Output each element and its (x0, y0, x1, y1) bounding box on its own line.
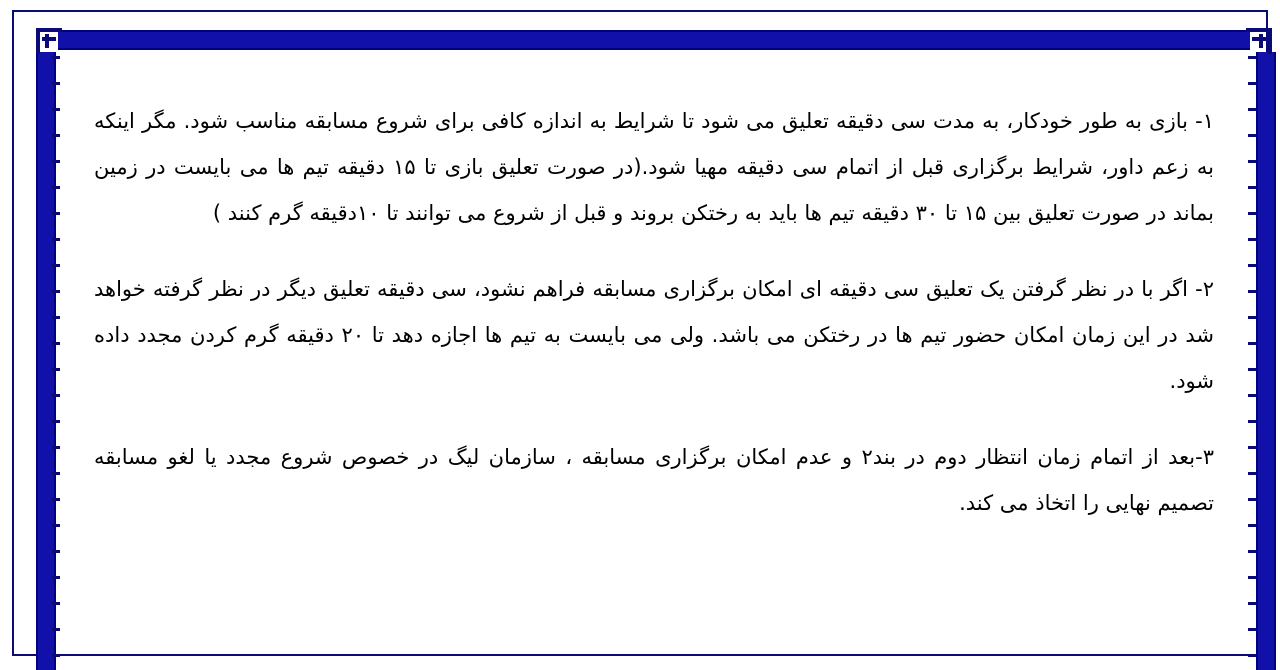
decorative-right-ticks (1248, 52, 1256, 670)
paragraph-clause-1: ۱- بازی به طور خودکار، به مدت سی دقیقه تعلیق می شود تا شرایط به اندازه کافی برای شروع مسابقه مناسب شود. مگر اینکه به زعم داور، شرایط برگزاری قبل از اتمام سی دقیقه مهیا شود.(در صورت تعلیق بازی تا ۱۵ دقیقه تیم ها می بایست در زمین بماند در صورت تعلیق بین ۱۵ تا ۳۰ دقیقه تیم ها باید به رختکن بروند و قبل از شروع می توانند تا ۱۰دقیقه گرم کنند ) (94, 109, 1214, 225)
corner-bracket-top-left-icon (36, 28, 62, 54)
paragraph-clause-2: ۲- اگر با در نظر گرفتن یک تعلیق سی دقیقه ای امکان برگزاری مسابقه فراهم نشود، سی دقیقه تعلیق دیگر در نظر گرفته خواهد شد در این زمان امکان حضور تیم ها در رختکن می باشد. ولی می بایست به تیم ها اجازه دهد تا ۲۰ دقیقه گرم کردن مجدد داده شود. (94, 277, 1214, 393)
paragraph-clause-3: ۳-بعد از اتمام زمان انتظار دوم در بند۲ و عدم امکان برگزاری مسابقه ، سازمان لیگ در خصوص شروع مجدد یا لغو مسابقه تصمیم نهایی را اتخاذ می کند. (94, 445, 1214, 515)
corner-bracket-top-right-icon (1246, 28, 1272, 54)
document-page-frame (12, 10, 1268, 656)
decorative-right-band (1256, 52, 1276, 670)
decorative-left-ticks (52, 52, 60, 670)
decorative-top-band (58, 30, 1250, 50)
document-body (94, 98, 1214, 658)
